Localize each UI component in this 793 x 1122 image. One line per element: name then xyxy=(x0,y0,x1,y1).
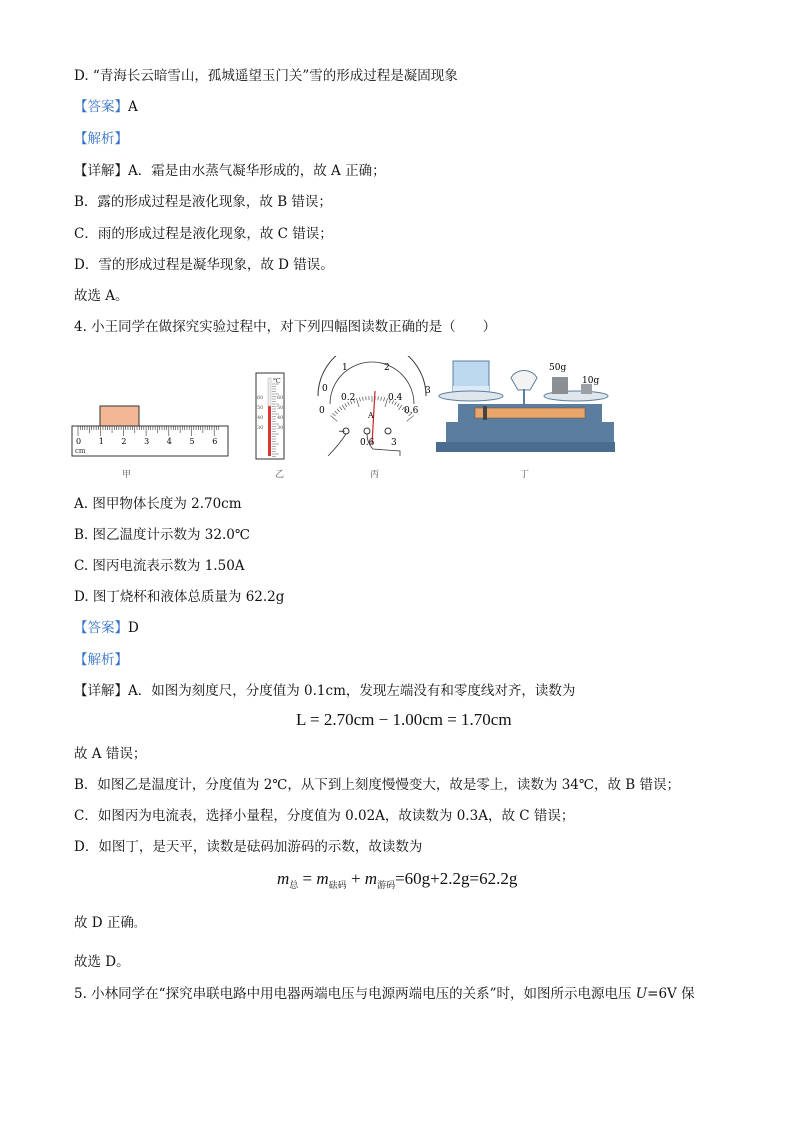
ruler-unit: cm xyxy=(75,447,86,455)
caption-bing: 丙 xyxy=(370,470,380,480)
thermometer-unit: ℃ xyxy=(273,377,281,385)
thermometer-column xyxy=(268,406,271,456)
d-right xyxy=(74,914,144,934)
option-b: B. 图乙温度计示数为 32.0℃ xyxy=(74,527,250,543)
equation-mass: $m_总 = m_{砝码} + m_{游码}=60g+2.2g=62.2g$ xyxy=(277,869,518,890)
weight-10g-label: 10g xyxy=(582,376,600,386)
ammeter-unit: A xyxy=(368,411,374,420)
ammeter-terminal-label-3: 3 xyxy=(391,438,397,448)
analysis-tag-label: 【解析】 xyxy=(74,131,128,147)
caption-jia: 甲 xyxy=(122,470,132,480)
mass-var-total: m xyxy=(277,869,290,888)
measured-block xyxy=(100,406,139,426)
ammeter-tick xyxy=(381,397,382,401)
mass-var-rider: m xyxy=(364,869,378,888)
choose-d: 故选 D。 xyxy=(74,954,130,970)
thermometer-label: 50 xyxy=(257,405,264,411)
detail-d: D．雪的形成过程是凝华现象，故 D 错误。 xyxy=(74,257,334,273)
analysis-tag-2: 【解析】 xyxy=(74,652,128,668)
a-wrong: 故 A 错误； xyxy=(74,746,147,762)
answer-tag: 【答案】 xyxy=(74,99,128,115)
detail-text-2: A．如图为刻度尺，分度值为 0.1cm，发现左端没有和零度线对齐，读数为 xyxy=(128,683,576,699)
ammeter-tick xyxy=(399,405,402,410)
answer-tag-2: 【答案】 xyxy=(74,620,128,636)
option-a: A. 图甲物体长度为 2.70cm xyxy=(74,496,242,512)
ammeter-terminal-3 xyxy=(385,428,391,434)
thermometer-label: 60 xyxy=(277,395,284,401)
option-d: D. 图丁烧杯和液体总质量为 62.2g xyxy=(74,589,285,605)
balance-dial xyxy=(511,370,537,390)
q5-var: U xyxy=(635,986,648,1002)
ammeter-inner-1: 0.2 xyxy=(341,393,356,403)
mass-sub-total: 总 xyxy=(289,880,299,890)
detail-c: C．雨的形成过程是液化现象，故 C 错误； xyxy=(74,226,333,242)
ammeter-tick xyxy=(342,405,345,410)
conclusion: 故选 A。 xyxy=(74,288,129,304)
q5-pre: 5. 小林同学在“探究串联电路中用电器两端电压与电源两端电压的关系”时，如图所示电源电压 xyxy=(74,986,636,1002)
question-4: 4. 小王同学在做探究实验过程中，对下列四幅图读数正确的是（ ） xyxy=(74,319,497,335)
ammeter-tick xyxy=(359,397,360,401)
c-detail: C．如图丙为电流表，选择小量程，分度值为 0.02A，故读数为 0.3A，故 C 错误； xyxy=(74,808,575,824)
ammeter-tick xyxy=(345,403,347,406)
analysis-tag xyxy=(74,130,128,148)
ruler-figure xyxy=(72,406,228,456)
ruler-label: 5 xyxy=(189,437,195,446)
ruler-body xyxy=(72,426,228,456)
thermometer-label: 40 xyxy=(257,415,264,421)
ammeter-tick xyxy=(337,409,340,412)
d-right-dot: 。 xyxy=(133,919,144,930)
analysis-line-2 xyxy=(74,651,128,669)
ruler-label: 0 xyxy=(76,437,82,446)
weight-50g-label: 50g xyxy=(549,363,567,373)
answer-line xyxy=(74,98,138,116)
q5-post: =6V 保 xyxy=(647,986,695,1002)
d-right-text: 故 D 正确 xyxy=(74,915,134,931)
question-4-figure xyxy=(70,356,615,482)
rider-scale xyxy=(475,408,585,418)
b-detail: B．如图乙是温度计，分度值为 2℃，从下到上刻度慢慢变大，故是零上，读数为 34℃，故 B 错误； xyxy=(74,777,680,793)
thermometer-label: 60 xyxy=(257,395,264,401)
ammeter-inner-3: 0.6 xyxy=(404,406,419,416)
ammeter-terminal-label-06: 0.6 xyxy=(360,438,375,448)
mass-var-weights: m xyxy=(316,869,329,888)
ammeter-tick xyxy=(335,411,338,414)
ammeter-terminal-label-neg: − xyxy=(338,427,346,437)
thermometer-label: 30 xyxy=(277,425,284,431)
ammeter-figure xyxy=(318,356,431,456)
left-pan xyxy=(439,391,503,401)
answer-value-2: D xyxy=(128,620,139,636)
thermometer-figure xyxy=(256,373,284,459)
caption-ding: 丁 xyxy=(520,470,530,480)
detail-tag-2: 【详解】 xyxy=(74,683,128,699)
mass-sub-rider: 游码 xyxy=(377,880,396,890)
ammeter-outer-0: 0 xyxy=(322,384,328,394)
mass-sub-weights: 砝码 xyxy=(328,880,347,890)
question-5 xyxy=(74,985,695,1003)
answer-line-2 xyxy=(74,619,139,637)
ammeter-outer-2: 2 xyxy=(384,363,390,373)
caption-yi: 乙 xyxy=(275,470,285,480)
ruler-label: 3 xyxy=(144,437,150,446)
detail-b: B．露的形成过程是液化现象，故 B 错误； xyxy=(74,194,332,210)
answer-value: A xyxy=(128,99,138,115)
ammeter-tick xyxy=(407,416,414,422)
ruler-label: 6 xyxy=(212,437,218,446)
ammeter-inner-2: 0.4 xyxy=(388,393,403,403)
ammeter-inner-0: 0 xyxy=(319,406,325,416)
ruler-label: 4 xyxy=(166,437,172,446)
equation-length: L = 2.70cm − 1.00cm = 1.70cm xyxy=(296,710,512,729)
detail-line-2 xyxy=(74,682,575,700)
thermometer-label: 50 xyxy=(277,405,284,411)
weight-50g xyxy=(552,377,568,394)
ruler-label: 1 xyxy=(98,437,104,446)
thermometer-label: 30 xyxy=(257,425,264,431)
d-detail: D．如图丁，是天平，读数是砝码加游码的示数，故读数为 xyxy=(74,839,423,855)
detail-tag: 【详解】 xyxy=(74,163,128,179)
rider xyxy=(483,406,487,420)
option-c: C. 图丙电流表示数为 1.50A xyxy=(74,558,245,574)
detail-line xyxy=(74,162,386,180)
ammeter-tick xyxy=(397,403,399,406)
ammeter-tick xyxy=(332,413,335,416)
ammeter-terminal-06 xyxy=(364,428,370,434)
ammeter-tick xyxy=(363,397,364,401)
thermometer-label: 40 xyxy=(277,415,284,421)
ammeter-outer-1: 1 xyxy=(342,363,348,373)
balance-figure xyxy=(436,361,615,452)
detail-text: A．霜是由水蒸气凝华形成的，故 A 正确； xyxy=(128,163,386,179)
ammeter-tick xyxy=(356,398,359,407)
ammeter-tick xyxy=(330,416,337,422)
ammeter-outer-3: 3 xyxy=(425,386,431,396)
ruler-label: 2 xyxy=(121,437,127,446)
balance-base xyxy=(446,422,614,442)
ammeter-tick xyxy=(340,407,342,410)
option-d-text: D. “青海长云暗雪山，孤城遥望玉门关”雪的形成过程是凝固现象 xyxy=(74,68,458,84)
mass-result: =60g+2.2g=62.2g xyxy=(395,869,518,888)
ammeter-tick xyxy=(384,397,385,401)
